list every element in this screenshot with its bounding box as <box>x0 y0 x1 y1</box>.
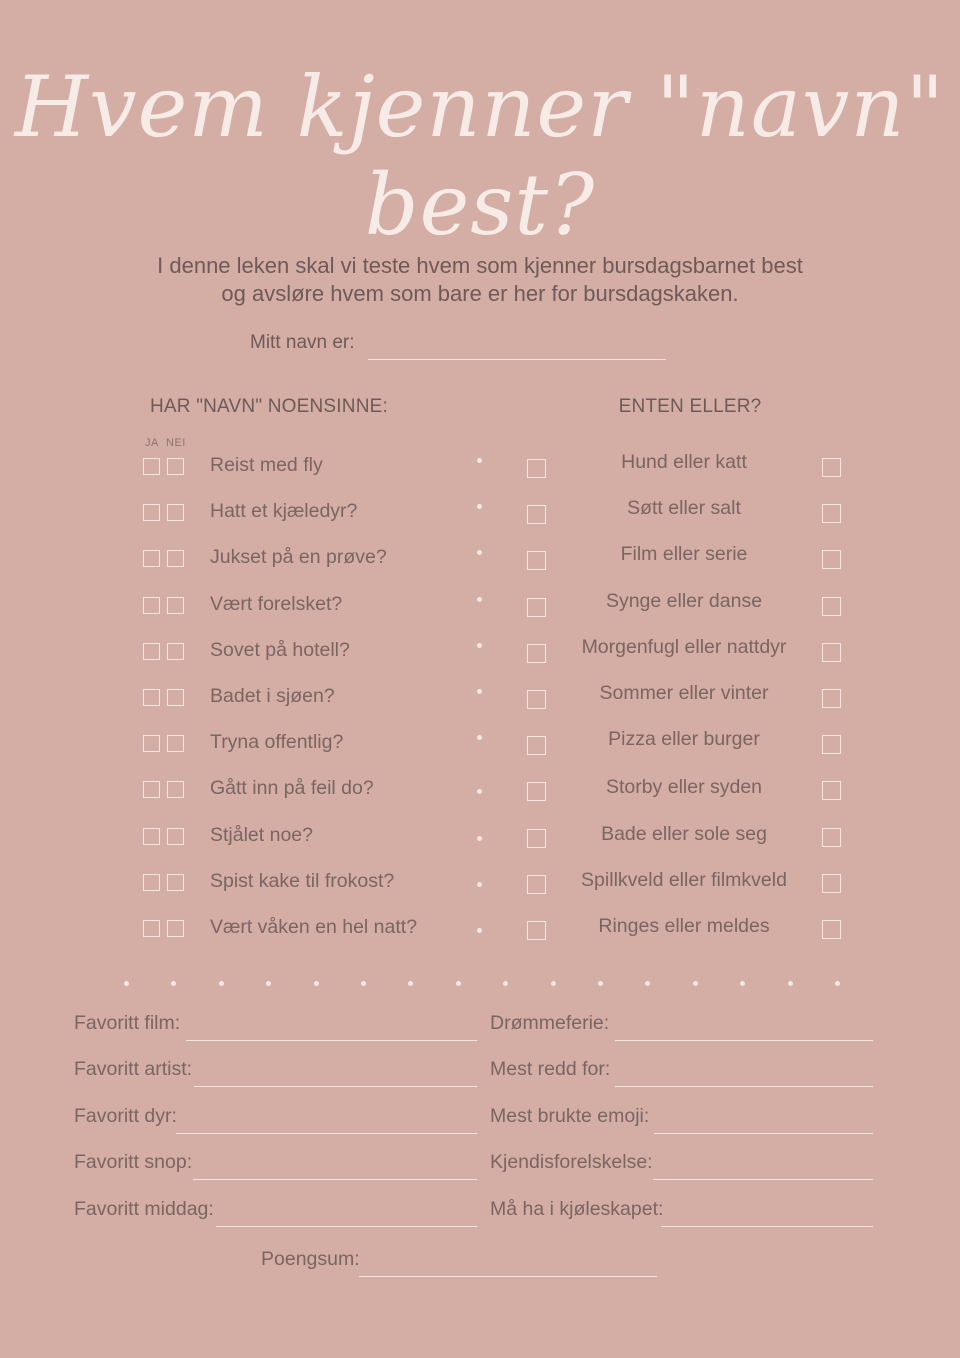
favorite-input-line[interactable] <box>186 1040 477 1041</box>
divider-dot <box>219 981 224 986</box>
question-label: Jukset på en prøve? <box>210 546 387 568</box>
row-dot <box>477 689 482 694</box>
either-or-label: Film eller serie <box>620 543 748 565</box>
either-or-label: Synge eller danse <box>605 590 763 612</box>
favorite-label: Favoritt artist: <box>74 1058 193 1080</box>
divider-dot <box>124 981 129 986</box>
question-label: Sovet på hotell? <box>210 639 350 661</box>
no-checkbox[interactable] <box>167 920 184 937</box>
either-or-checkbox[interactable] <box>822 920 841 939</box>
yes-checkbox[interactable] <box>143 504 160 521</box>
yes-checkbox[interactable] <box>143 735 160 752</box>
right-section-heading: ENTEN ELLER? <box>618 396 762 417</box>
divider-dot <box>551 981 556 986</box>
row-dot <box>477 643 482 648</box>
no-checkbox[interactable] <box>167 643 184 660</box>
favorite-label: Mest brukte emoji: <box>490 1105 650 1127</box>
favorite-label: Favoritt dyr: <box>74 1105 177 1127</box>
divider-dot <box>456 981 461 986</box>
score-input-line[interactable] <box>359 1276 657 1277</box>
favorite-input-line[interactable] <box>654 1133 873 1134</box>
answer-checkbox[interactable] <box>527 736 546 755</box>
no-checkbox[interactable] <box>167 504 184 521</box>
either-or-checkbox[interactable] <box>822 504 841 523</box>
answer-checkbox[interactable] <box>527 782 546 801</box>
row-dot <box>477 735 482 740</box>
either-or-checkbox[interactable] <box>822 458 841 477</box>
either-or-checkbox[interactable] <box>822 597 841 616</box>
favorite-input-line[interactable] <box>661 1226 873 1227</box>
either-or-label: Ringes eller meldes <box>598 915 770 937</box>
row-dot <box>477 458 482 463</box>
no-checkbox[interactable] <box>167 458 184 475</box>
score-label: Poengsum: <box>261 1248 360 1270</box>
either-or-checkbox[interactable] <box>822 643 841 662</box>
row-dot <box>477 882 482 887</box>
divider-dot <box>598 981 603 986</box>
left-section-heading: HAR "NAVN" NOENSINNE: <box>150 396 388 417</box>
favorite-label: Favoritt film: <box>74 1012 181 1034</box>
either-or-label: Spillkveld eller filmkveld <box>581 869 787 891</box>
divider-dot <box>645 981 650 986</box>
either-or-checkbox[interactable] <box>822 874 841 893</box>
no-checkbox[interactable] <box>167 781 184 798</box>
favorite-input-line[interactable] <box>216 1226 477 1227</box>
yes-checkbox[interactable] <box>143 597 160 614</box>
either-or-checkbox[interactable] <box>822 550 841 569</box>
favorite-label: Favoritt snop: <box>74 1151 193 1173</box>
row-dot <box>477 836 482 841</box>
either-or-label: Sommer eller vinter <box>599 682 769 704</box>
divider-dot <box>171 981 176 986</box>
answer-checkbox[interactable] <box>527 921 546 940</box>
no-checkbox[interactable] <box>167 550 184 567</box>
favorite-input-line[interactable] <box>615 1086 873 1087</box>
no-checkbox[interactable] <box>167 828 184 845</box>
divider-dot <box>503 981 508 986</box>
no-checkbox[interactable] <box>167 874 184 891</box>
either-or-label: Søtt eller salt <box>627 497 741 519</box>
divider-dot <box>408 981 413 986</box>
no-checkbox[interactable] <box>167 597 184 614</box>
no-label: NEI <box>166 437 186 449</box>
question-label: Badet i sjøen? <box>210 685 335 707</box>
no-checkbox[interactable] <box>167 689 184 706</box>
either-or-checkbox[interactable] <box>822 735 841 754</box>
favorite-input-line[interactable] <box>193 1179 477 1180</box>
favorite-label: Favoritt middag: <box>74 1198 214 1220</box>
yes-checkbox[interactable] <box>143 643 160 660</box>
favorite-label: Mest redd for: <box>490 1058 611 1080</box>
either-or-label: Hund eller katt <box>621 451 747 473</box>
question-label: Reist med fly <box>210 454 323 476</box>
divider-dot <box>693 981 698 986</box>
favorite-input-line[interactable] <box>194 1086 477 1087</box>
divider-dot <box>314 981 319 986</box>
name-input-line[interactable] <box>368 359 666 360</box>
divider-dot <box>835 981 840 986</box>
yes-checkbox[interactable] <box>143 828 160 845</box>
row-dot <box>477 550 482 555</box>
either-or-checkbox[interactable] <box>822 781 841 800</box>
intro-text <box>100 252 860 308</box>
either-or-label: Morgenfugl eller nattdyr <box>581 636 787 658</box>
yes-label: JA <box>145 437 159 449</box>
divider-dot <box>266 981 271 986</box>
divider-dot <box>361 981 366 986</box>
answer-checkbox[interactable] <box>527 644 546 663</box>
question-label: Hatt et kjæledyr? <box>210 500 358 522</box>
yes-checkbox[interactable] <box>143 689 160 706</box>
either-or-label: Bade eller sole seg <box>601 823 767 845</box>
intro-line-1: I denne leken skal vi teste hvem som kjenner bursdagsbarnet best <box>157 253 803 278</box>
yes-checkbox[interactable] <box>143 781 160 798</box>
question-label: Gått inn på feil do? <box>210 777 374 799</box>
yes-checkbox[interactable] <box>143 920 160 937</box>
either-or-checkbox[interactable] <box>822 828 841 847</box>
answer-checkbox[interactable] <box>527 829 546 848</box>
favorite-label: Må ha i kjøleskapet: <box>490 1198 664 1220</box>
divider-dot <box>740 981 745 986</box>
question-label: Spist kake til frokost? <box>210 870 395 892</box>
question-label: Tryna offentlig? <box>210 731 344 753</box>
answer-checkbox[interactable] <box>527 598 546 617</box>
either-or-checkbox[interactable] <box>822 689 841 708</box>
yes-checkbox[interactable] <box>143 458 160 475</box>
no-checkbox[interactable] <box>167 735 184 752</box>
row-dot <box>477 928 482 933</box>
answer-checkbox[interactable] <box>527 690 546 709</box>
favorite-label: Kjendisforelskelse: <box>490 1151 653 1173</box>
answer-checkbox[interactable] <box>527 551 546 570</box>
yes-checkbox[interactable] <box>143 874 160 891</box>
row-dot <box>477 789 482 794</box>
favorite-input-line[interactable] <box>653 1179 873 1180</box>
answer-checkbox[interactable] <box>527 875 546 894</box>
either-or-label: Pizza eller burger <box>608 728 760 750</box>
either-or-label: Storby eller syden <box>605 776 763 798</box>
page-title: Hvem kjenner "navn" best? <box>14 58 946 254</box>
answer-checkbox[interactable] <box>527 459 546 478</box>
question-label: Vært våken en hel natt? <box>210 916 418 938</box>
favorite-input-line[interactable] <box>615 1040 873 1041</box>
question-label: Vært forelsket? <box>210 593 343 615</box>
row-dot <box>477 504 482 509</box>
intro-line-2: og avsløre hvem som bare er her for bursdagskaken. <box>221 281 739 306</box>
divider-dot <box>788 981 793 986</box>
question-label: Stjålet noe? <box>210 824 313 846</box>
favorite-label: Drømmeferie: <box>490 1012 610 1034</box>
answer-checkbox[interactable] <box>527 505 546 524</box>
favorite-input-line[interactable] <box>176 1133 477 1134</box>
name-label: Mitt navn er: <box>250 332 355 353</box>
yes-checkbox[interactable] <box>143 550 160 567</box>
row-dot <box>477 597 482 602</box>
